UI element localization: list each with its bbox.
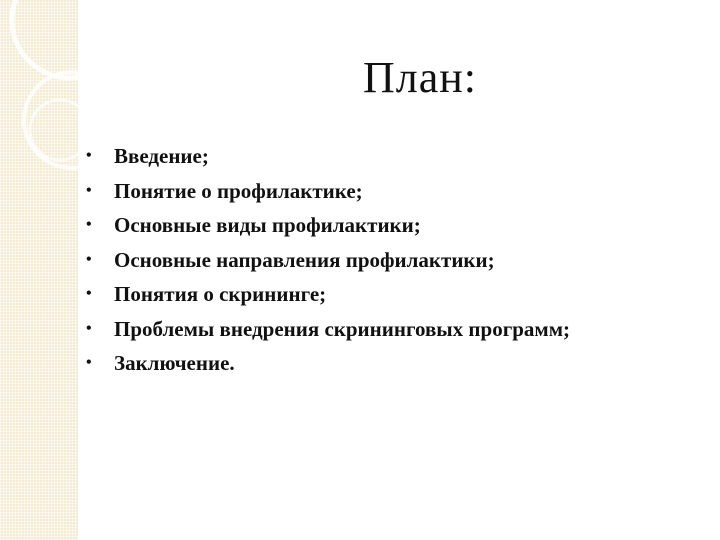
decorative-side-strip (0, 0, 78, 540)
bullet-icon: • (86, 216, 92, 233)
list-item-text: Основные направления профилактики; (114, 247, 495, 272)
bullet-icon: • (86, 285, 92, 302)
bullet-icon: • (86, 147, 92, 164)
decorative-circles-graphic (0, 0, 78, 540)
plan-list (86, 139, 570, 381)
list-item (86, 277, 570, 312)
list-item (86, 139, 570, 174)
list-item-text: Понятие о профилактике; (114, 178, 363, 203)
list-item-text: Понятия о скрининге; (114, 282, 327, 306)
list-item (86, 208, 570, 243)
list-item-text: Введение; (114, 144, 209, 168)
list-item-text: Основные виды профилактики; (114, 213, 421, 237)
slide-title: План: (362, 53, 478, 102)
list-item (86, 346, 570, 381)
bullet-icon: • (86, 354, 92, 371)
bullet-icon: • (86, 181, 92, 199)
list-item (86, 174, 570, 209)
bullet-icon: • (86, 250, 92, 268)
list-item (86, 243, 570, 278)
list-item (86, 312, 570, 347)
list-item-text: Проблемы внедрения скрининговых программ; (114, 316, 571, 341)
list-item-text: Заключение. (114, 351, 235, 375)
bullet-icon: • (86, 319, 92, 337)
